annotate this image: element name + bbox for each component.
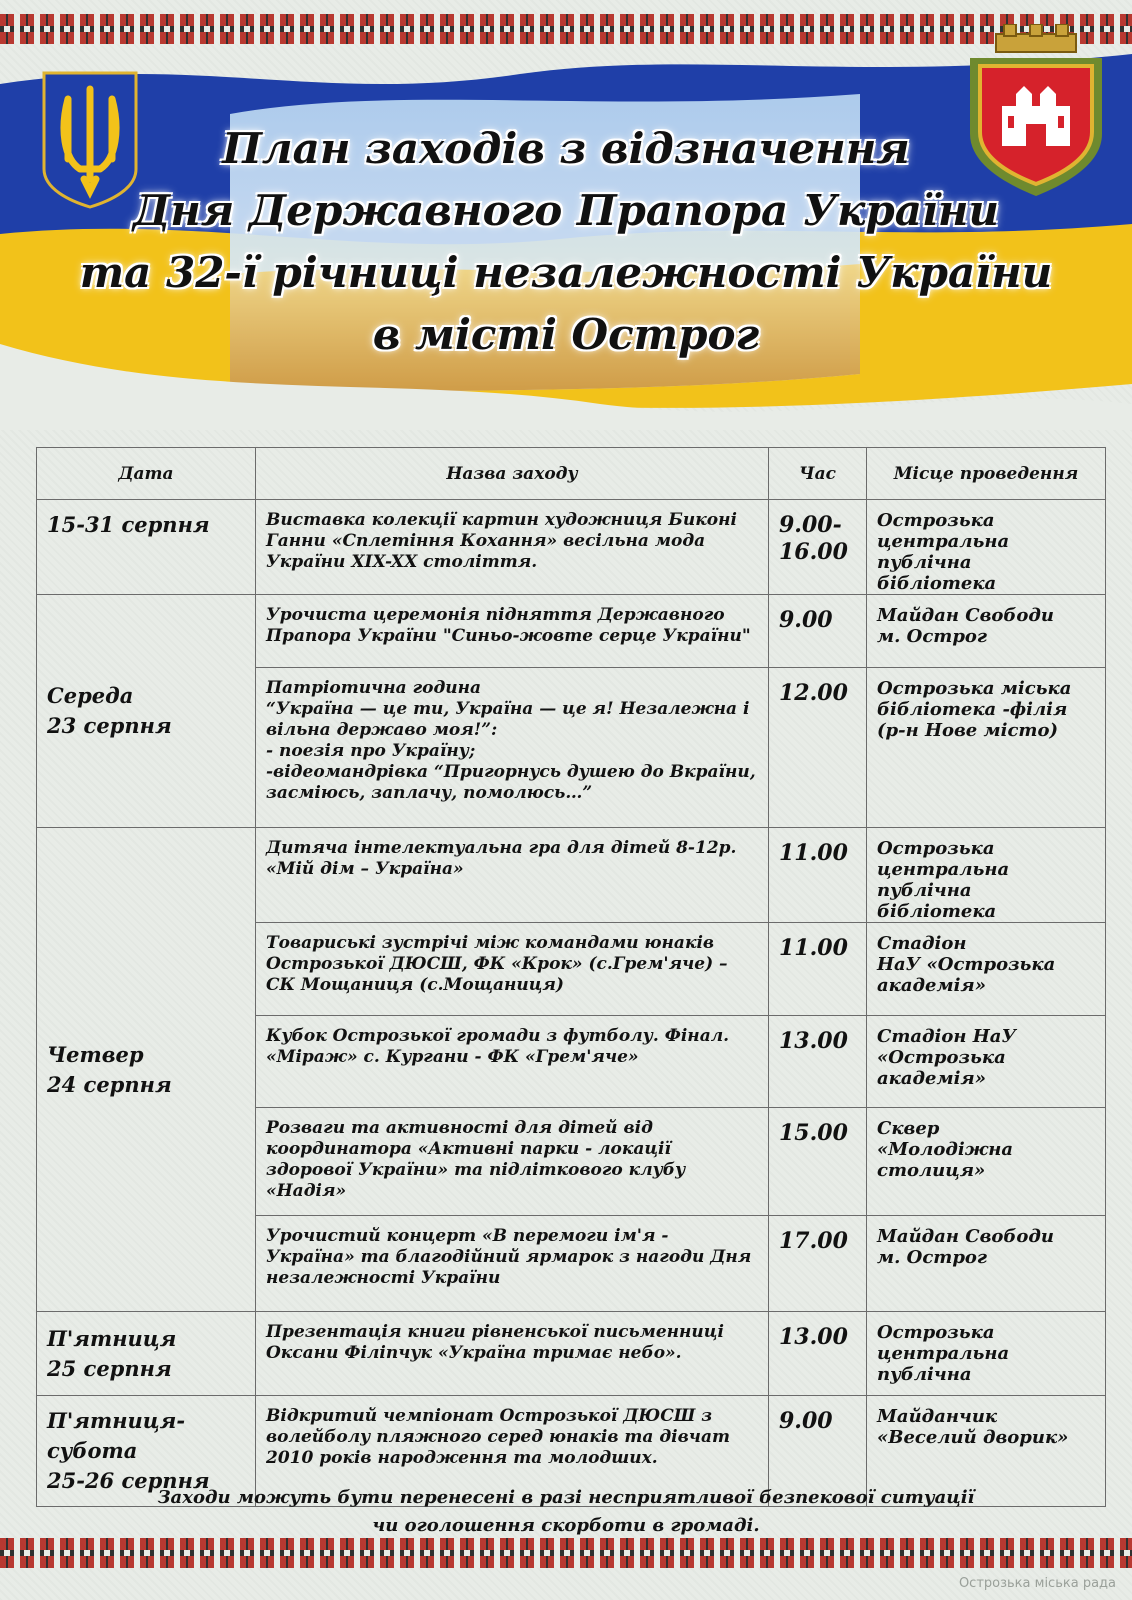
event-time: 9.00: [769, 595, 867, 668]
event-date: Середа 23 серпня: [37, 595, 256, 828]
title-line-3: та 32-ї річниці незалежності України: [79, 248, 1053, 297]
footnote-line-2: чи оголошення скорботи в громаді.: [372, 1515, 760, 1536]
table-header-row: [37, 448, 1106, 500]
event-time: 11.00: [769, 923, 867, 1016]
column-header-place: Місце проведення: [867, 448, 1106, 500]
event-date: П'ятниця 25 серпня: [37, 1312, 256, 1396]
event-time: 15.00: [769, 1108, 867, 1216]
event-name: Патріотична година “Україна — це ти, Україна — це я! Незалежна і вільна державо моя!”: - поезія про Україну; -відеомандрівка “Пригорнусь душею до Вкраїни, засміюсь, заплачу, помолюсь…”: [256, 668, 769, 828]
embroidery-ornament-bottom: [0, 1538, 1132, 1568]
event-time: 13.00: [769, 1016, 867, 1108]
event-place: Стадіон НаУ «Острозька академія»: [867, 1016, 1106, 1108]
event-time: 12.00: [769, 668, 867, 828]
event-time: 13.00: [769, 1312, 867, 1396]
footnote-warning: [60, 1484, 1072, 1540]
event-name: Урочиста церемонія підняття Державного Прапора України "Синьо-жовте серце України": [256, 595, 769, 668]
column-header-date: Дата: [37, 448, 256, 500]
event-place: Острозька міська бібліотека -філія (р-н Нове місто): [867, 668, 1106, 828]
event-name: Презентація книги рівненської письменниці Оксани Філіпчук «Україна тримає небо».: [256, 1312, 769, 1396]
event-date: П'ятниця-субота 25-26 серпня: [37, 1396, 256, 1507]
event-place: Майдан Свободи м. Острог: [867, 1216, 1106, 1312]
table-row: [37, 828, 1106, 923]
event-date: Четвер 24 серпня: [37, 828, 256, 1312]
title-line-1: План заходів з відзначення: [222, 124, 910, 173]
table-row: [37, 595, 1106, 668]
table-row: [37, 500, 1106, 595]
event-place: Стадіон НаУ «Острозька академія»: [867, 923, 1106, 1016]
title-line-2: Дня Державного Прапора України: [132, 186, 1000, 235]
page-title: [40, 118, 1092, 366]
event-place: Острозька центральна публічна бібліотека: [867, 828, 1106, 923]
event-place: Майданчик «Веселий дворик»: [867, 1396, 1106, 1507]
watermark: Острозька міська рада: [958, 1576, 1116, 1591]
event-time: 11.00: [769, 828, 867, 923]
event-name: Відкритий чемпіонат Острозької ДЮСШ з волейболу пляжного серед юнаків та дівчат 2010 років народження та молодших.: [256, 1396, 769, 1507]
event-name: Дитяча інтелектуальна гра для дітей 8-12р. «Мій дім – Україна»: [256, 828, 769, 923]
event-place: Майдан Свободи м. Острог: [867, 595, 1106, 668]
embroidery-ornament-top: [0, 14, 1132, 44]
table-row: [37, 1312, 1106, 1396]
event-time: 9.00: [769, 1396, 867, 1507]
event-time: 17.00: [769, 1216, 867, 1312]
title-line-4: в місті Острог: [372, 310, 760, 359]
event-date: 15-31 серпня: [37, 500, 256, 595]
event-place: Острозька центральна публічна бібліотека: [867, 500, 1106, 595]
event-name: Урочистий концерт «В перемоги ім'я - Україна» та благодійний ярмарок з нагоди Дня незалежності України: [256, 1216, 769, 1312]
event-name: Кубок Острозької громади з футболу. Фінал. «Міраж» с. Кургани - ФК «Грем'яче»: [256, 1016, 769, 1108]
event-place: Острозька центральна публічна: [867, 1312, 1106, 1396]
event-time: 9.00- 16.00: [769, 500, 867, 595]
event-name: Товариські зустрічі між командами юнаків Острозької ДЮСШ, ФК «Крок» (с.Грем'яче) – СК Мощаниця (с.Мощаниця): [256, 923, 769, 1016]
event-name: Виставка колекції картин художниця Биконі Ганни «Сплетіння Кохання» весільна мода України XIX-XX століття.: [256, 500, 769, 595]
column-header-time: Час: [769, 448, 867, 500]
event-place: Сквер «Молодіжна столиця»: [867, 1108, 1106, 1216]
footnote-line-1: Заходи можуть бути перенесені в разі несприятливої безпекової ситуації: [157, 1487, 975, 1508]
event-name: Розваги та активності для дітей від координатора «Активні парки - локації здорової України» та підліткового клубу «Надія»: [256, 1108, 769, 1216]
column-header-name: Назва заходу: [256, 448, 769, 500]
events-schedule-table: [36, 447, 1106, 1507]
